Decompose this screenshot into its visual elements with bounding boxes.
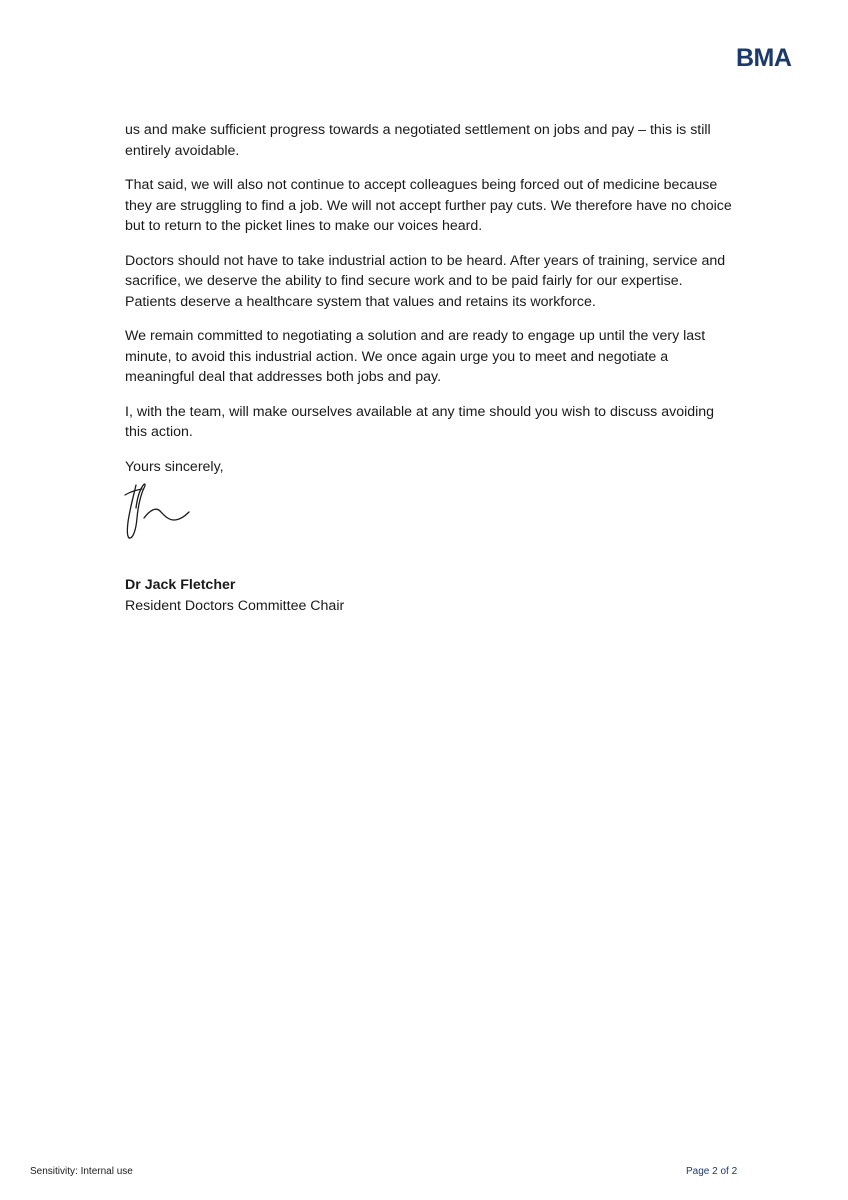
page-number: Page 2 of 2 [686,1166,738,1177]
signoff-block [125,575,344,616]
letter-closing: Yours sincerely, [125,458,224,475]
letter-body [125,120,737,491]
bma-logo: BMA [736,44,792,72]
sensitivity-label: Sensitivity: Internal use [30,1166,133,1177]
signatory-name: Dr Jack Fletcher [125,577,236,593]
letter-paragraph: That said, we will also not continue to accept colleagues being forced out of medicine because they are struggling to find a job. We will not accept further pay cuts. We therefore have no choice but to return to the picket lines to make our voices heard. [125,177,732,234]
signatory-title: Resident Doctors Committee Chair [125,597,345,614]
letter-paragraph: We remain committed to negotiating a solution and are ready to engage up until the very last minute, to avoid this industrial action. We once again urge you to meet and negotiate a meaningful deal that addresses both jobs and pay. [125,328,706,385]
handwritten-signature [122,478,196,542]
letter-paragraph: Doctors should not have to take industrial action to be heard. After years of training, service and sacrifice, we deserve the ability to find secure work and to be paid fairly for our expertise. Patients deserve a healthcare system that values and retains its workforce. [125,252,726,310]
letter-paragraph: us and make sufficient progress towards a negotiated settlement on jobs and pay – this is still entirely avoidable. [125,122,711,159]
letter-paragraph: I, with the team, will make ourselves available at any time should you wish to discuss avoiding this action. [125,403,715,440]
